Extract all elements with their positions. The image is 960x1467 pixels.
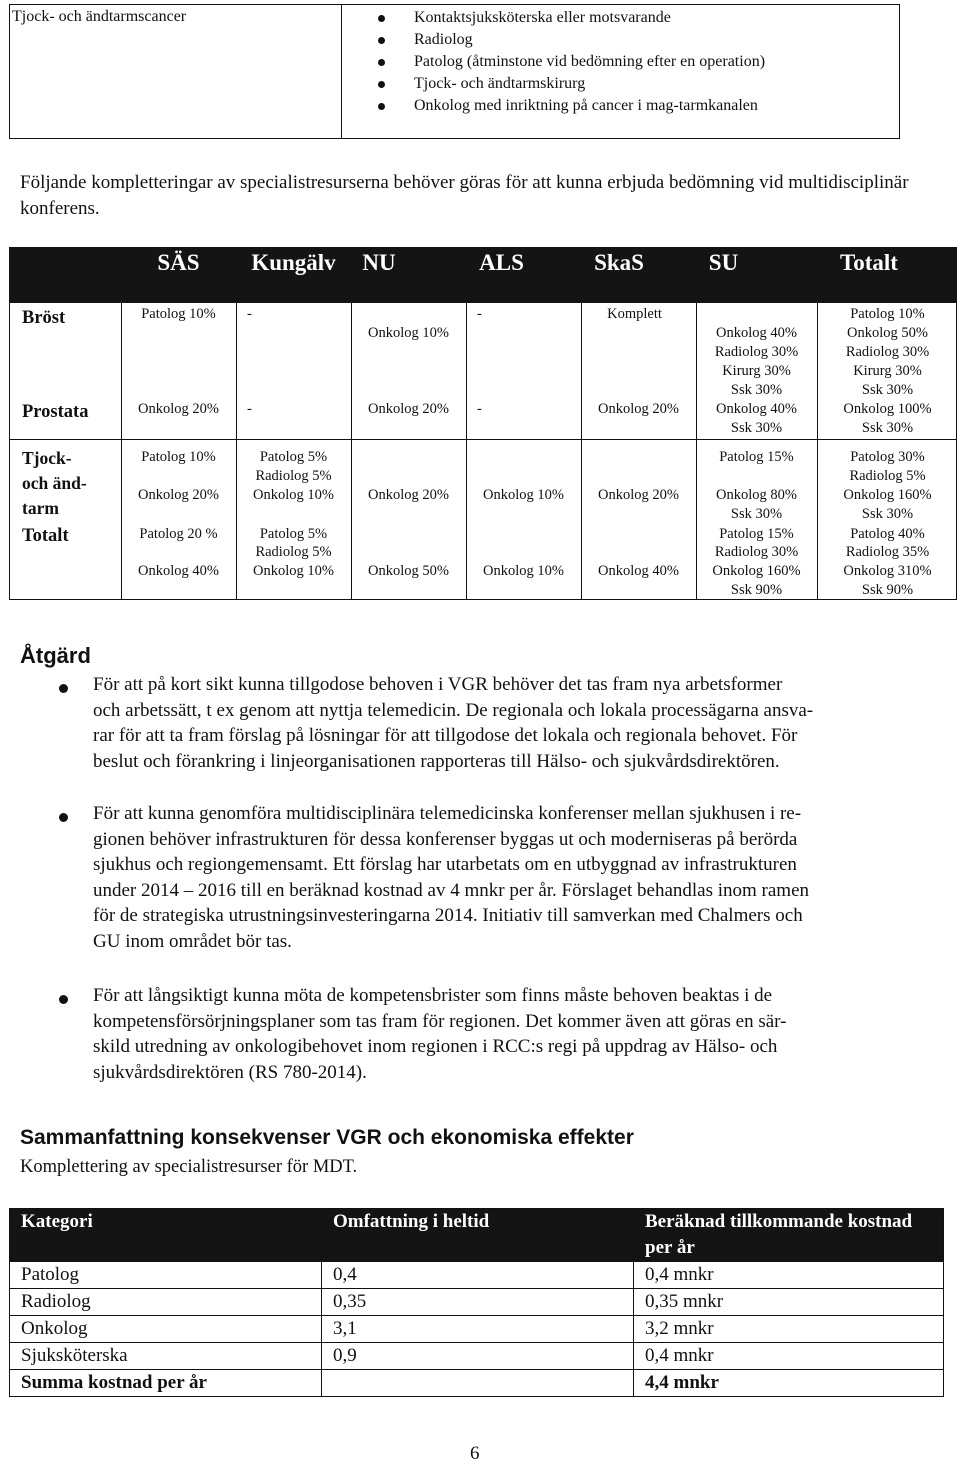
cell: Ssk 30% [861, 382, 914, 398]
header-sas: SÄS [157, 250, 200, 275]
header-su: SU [708, 250, 739, 275]
cell: Onkolog 20% [368, 401, 449, 417]
cancer-category-label: Tjock- och ändtarmscancer [12, 8, 187, 25]
text-line: sjukhus och regiongemensamt. Ett förslag har utarbetats om en utbyggnad av infrastrukturen [93, 854, 797, 875]
header-totalt: Totalt [840, 250, 898, 275]
text-line: beslut och förankring i linjeorganisationen rapporteras till Hälso- och sjukvårdsdirektören. [93, 750, 780, 772]
row-label-brost: Bröst [22, 308, 66, 328]
cell: Onkolog 50% [368, 563, 449, 579]
text-line: gionen behöver infrastrukturen för dessa konferenser byggas ut och moderniseras på berörda [93, 828, 798, 850]
header-nu: NU [362, 250, 396, 275]
row-label-totalt: Totalt [22, 526, 69, 546]
cell: Patolog 20 % [139, 526, 218, 542]
text-line: under 2014 – 2016 till en beräknad kostnad av 4 mnkr per år. Förslaget behandlas inom ramen [93, 879, 810, 901]
cell: Onkolog 310% [843, 563, 932, 579]
column-header: Kategori [10, 1209, 322, 1262]
table-cell: 0,9 [322, 1343, 634, 1370]
cell: Onkolog 10% [483, 487, 564, 503]
row-label-line: tarm [22, 498, 59, 518]
cell: Radiolog 5% [255, 468, 332, 484]
cell: Onkolog 10% [483, 563, 564, 579]
header-als: ALS [479, 250, 524, 275]
cell: Radiolog 30% [714, 344, 799, 360]
bullet-icon [59, 995, 68, 1004]
text-line: För att långsiktigt kunna möta de kompetensbrister som finns måste behoven beaktas i de [93, 985, 773, 1006]
table-cell: Sjuksköterska [10, 1343, 322, 1370]
summary-subheading: Komplettering av specialistresurser för MDT. [20, 1157, 358, 1177]
table-row [10, 1343, 944, 1370]
row-divider [10, 439, 956, 440]
cell: - [247, 306, 252, 322]
table-cell: Patolog [10, 1262, 322, 1289]
cell: Onkolog 40% [138, 563, 219, 579]
cell: Ssk 30% [730, 420, 783, 436]
page-number: 6 [470, 1443, 480, 1464]
text-line: sjukvårdsdirektören (RS 780-2014). [93, 1061, 367, 1083]
table-row [10, 1262, 944, 1289]
cell: Radiolog 30% [845, 344, 930, 360]
cell: Radiolog 35% [845, 544, 930, 560]
text-line: För att kunna genomföra multidisciplinära telemedicinska konferenser mellan sjukhusen i re- [93, 803, 802, 824]
cell: Onkolog 10% [368, 325, 449, 341]
column-header: Omfattning i heltid [322, 1209, 634, 1262]
list-item: Kontaktsjuksköterska eller motsvarande [370, 7, 765, 29]
cell: Onkolog 40% [716, 401, 797, 417]
cell: Patolog 10% [141, 449, 216, 465]
column-divider [581, 303, 582, 599]
header-skas: SkaS [594, 250, 644, 275]
table-cell: 3,2 mnkr [634, 1316, 944, 1343]
cell: Ssk 30% [861, 506, 914, 522]
cell: Onkolog 160% [712, 563, 801, 579]
section-heading-atgard: Åtgärd [20, 643, 91, 668]
column-divider [466, 303, 467, 599]
table-cell [322, 1370, 634, 1397]
cell: Radiolog 5% [849, 468, 926, 484]
cell: Onkolog 40% [716, 325, 797, 341]
row-label-tjocktarm [22, 446, 87, 521]
column-header: Beräknad tillkommande kostnad per år [634, 1209, 944, 1262]
cell: - [477, 306, 482, 322]
cell: Patolog 40% [850, 526, 925, 542]
bullet-paragraph [93, 672, 943, 774]
text-line: kompetensförsörjningsplaner som tas fram för regionen. Det kommer även att göras en sär- [93, 1010, 787, 1032]
table-cell: 0,4 [322, 1262, 634, 1289]
cell: Kirurg 30% [722, 363, 791, 379]
cell: Patolog 15% [719, 526, 794, 542]
table-cell: 0,4 mnkr [634, 1262, 944, 1289]
table-header-row [10, 1209, 944, 1262]
cell: Patolog 30% [850, 449, 925, 465]
cell: Onkolog 40% [598, 563, 679, 579]
cell: Onkolog 10% [253, 487, 334, 503]
table-cell: Onkolog [10, 1316, 322, 1343]
cell: Ssk 30% [861, 420, 914, 436]
cell: Onkolog 160% [843, 487, 932, 503]
table-total-row [10, 1370, 944, 1397]
table-cell: 3,1 [322, 1316, 634, 1343]
cell: Onkolog 20% [138, 487, 219, 503]
table-row [10, 1316, 944, 1343]
cell: Onkolog 10% [253, 563, 334, 579]
cell: Onkolog 20% [598, 487, 679, 503]
bullet-paragraph [93, 983, 943, 1085]
column-divider [351, 303, 352, 599]
text-line: För att på kort sikt kunna tillgodose behoven i VGR behöver det tas fram nya arbetsformer [93, 674, 783, 695]
table-cell: Radiolog [10, 1289, 322, 1316]
cell: Kirurg 30% [853, 363, 922, 379]
cell: Patolog 5% [259, 526, 328, 542]
list-item: Tjock- och ändtarmskirurg [370, 73, 765, 95]
text-line: och arbetssätt, t ex genom att nyttja telemedicin. De regionala och lokala processägarna ansva- [93, 699, 814, 721]
specialist-list [370, 7, 765, 117]
resource-table-header [9, 247, 957, 303]
row-label-line: och änd- [22, 473, 87, 493]
row-label-line: Tjock- [22, 448, 72, 468]
bullet-paragraph [93, 801, 943, 954]
cell: Patolog 10% [850, 306, 925, 322]
list-item: Patolog (åtminstone vid bedömning efter en operation) [370, 51, 765, 73]
cost-summary-table [9, 1208, 944, 1397]
table-divider [341, 5, 342, 138]
cell: Ssk 30% [730, 506, 783, 522]
table-cell: 0,4 mnkr [634, 1343, 944, 1370]
cell: Onkolog 20% [598, 401, 679, 417]
cell: Onkolog 20% [368, 487, 449, 503]
cell: Ssk 90% [730, 582, 783, 598]
row-label-prostata: Prostata [22, 402, 89, 422]
table-cell: 0,35 mnkr [634, 1289, 944, 1316]
bullet-icon [59, 813, 68, 822]
text-line: rar för att ta fram förslag på lösningar för att tillgodose det lokala och regionala behovet. För [93, 725, 798, 746]
text-line: för de strategiska utrustningsinvesteringarna 2014. Initiativ till samverkan med Chalmers och [93, 905, 803, 926]
cell: Ssk 90% [861, 582, 914, 598]
cell: - [477, 401, 482, 417]
cell: Onkolog 20% [138, 401, 219, 417]
cell: Patolog 10% [141, 306, 216, 322]
resource-table-body [9, 303, 957, 600]
section-heading-summary: Sammanfattning konsekvenser VGR och ekonomiska effekter [20, 1126, 634, 1149]
list-item: Onkolog med inriktning på cancer i mag-tarmkanalen [370, 95, 765, 117]
table-row [10, 1289, 944, 1316]
cell: Patolog 15% [719, 449, 794, 465]
table-cell: 0,35 [322, 1289, 634, 1316]
cell: Patolog 5% [259, 449, 328, 465]
bullet-icon [59, 684, 68, 693]
table-cell: Summa kostnad per år [10, 1370, 322, 1397]
cell: Onkolog 80% [716, 487, 797, 503]
cell: Komplett [607, 306, 662, 322]
cell: Onkolog 50% [847, 325, 928, 341]
cell: - [247, 401, 252, 417]
text-line: GU inom området bör tas. [93, 930, 292, 952]
header-kungalv: Kungälv [251, 250, 336, 275]
table-cell: 4,4 mnkr [634, 1370, 944, 1397]
intro-paragraph: Följande kompletteringar av specialistresurserna behöver göras för att kunna erbjuda bedömning vid multidisciplinär konferens. [20, 172, 909, 219]
text-line: skild utredning av onkologibehovet inom regionen i RCC:s regi på uppdrag av Hälso- och [93, 1036, 778, 1057]
cell: Radiolog 30% [714, 544, 799, 560]
cell: Onkolog 100% [843, 401, 932, 417]
cell: Radiolog 5% [255, 544, 332, 560]
cell: Ssk 30% [730, 382, 783, 398]
list-item: Radiolog [370, 29, 765, 51]
